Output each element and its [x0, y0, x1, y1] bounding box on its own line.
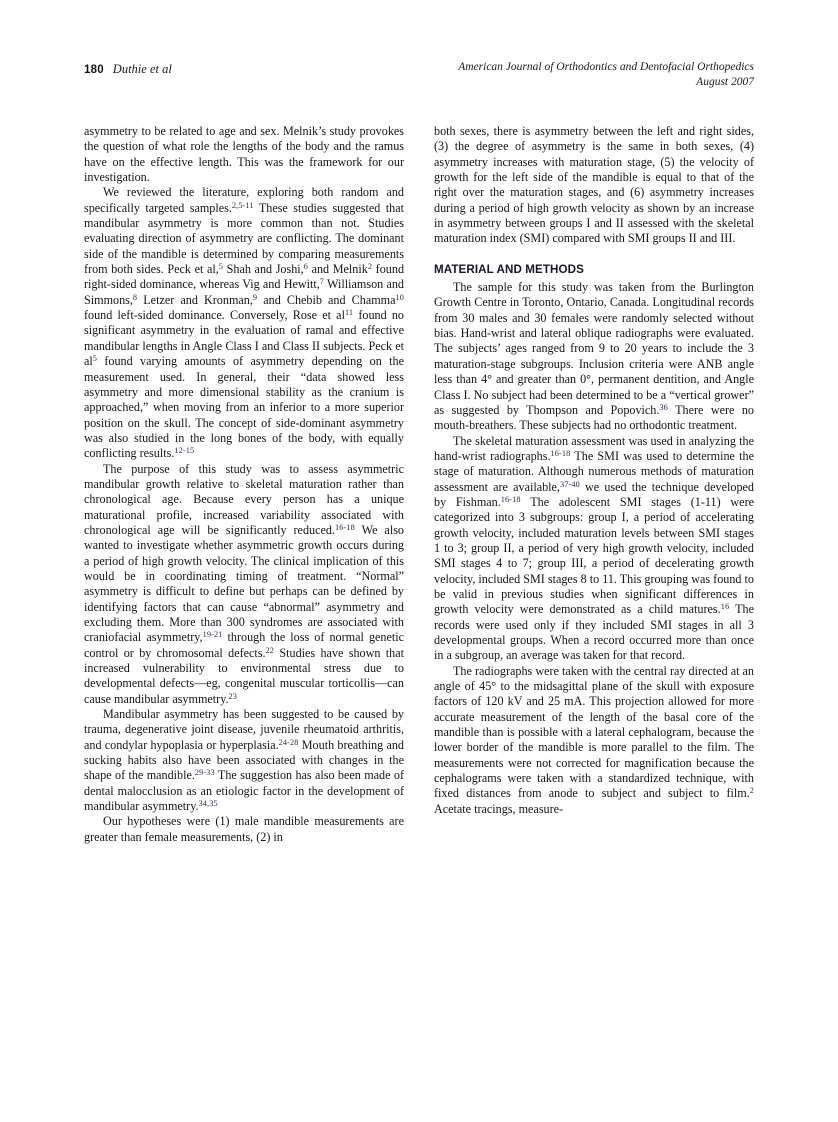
reference-superscript[interactable]: 6 [303, 262, 308, 272]
running-header [84, 60, 754, 100]
right-column-body-top [434, 124, 754, 247]
reference-superscript[interactable]: 9 [252, 292, 258, 302]
right-text-column [434, 124, 754, 817]
paragraph: both sexes, there is asymmetry between the left and right sides, (3) the degree of asymmetry is the same in both sexes, (4) asymmetry increases with maturation stage, (5) the velocity of growth for the left side of the mandible is equal to that of the right over the maturation stages, and (6) asymmetry increases during a period of high growth velocity as shown by an increase in asymmetry between groups I and II assessed with the skeletal maturation index (SMI) compared with SMI groups II and III. [434, 124, 754, 246]
paragraph: The radiographs were taken with the central ray directed at an angle of 45° to the midsagittal plane of the skull with exposure factors of 120 kV and 25 mA. This projection allowed for more accurate measurement of the length of the basal core of the mandible than is possible with a lateral cephalogram, because the lower border of the mandible is more parallel to the film. The measurements were not corrected for magnification because the cephalograms were taken with a standardized technique, with fixed distances from anode to subject and subject to film.$^2$ Acetate tracings, measure- [434, 663, 754, 816]
running-header-left [84, 60, 172, 78]
paragraph: The skeletal maturation assessment was used in analyzing the hand-wrist radiographs.$^{16-18}$ The SMI was used to determine the stage of maturation. Although numerous methods of maturation assessment are available,$^{37-40}$ we used the technique developed by Fishman.$^{16-18}$ The adolescent SMI stages (1-11) were categorized into 3 subgroups: group I, a period of accelerating growth velocity, included maturation levels between SMI stages 1 to 3; group II, a period of very high growth velocity, included SMI stages 4 to 7; group III, a period of decelerating growth velocity, included SMI stages 8 to 11. This grouping was found to be valid in previous studies when significant differences in growth velocity were demonstrated as a child matures.$^{16}$ The records were used only if they included SMI stages in all 3 developmental groups. When a record occurred more than once in a subgroup, an average was taken for that record. [434, 433, 754, 663]
reference-superscript[interactable]: 34,35 [198, 799, 218, 809]
paragraph: asymmetry to be related to age and sex. Melnik’s study provokes the question of what role the lengths of the body and the ramus have on the effective length. This was the framework for our investigation. [84, 124, 404, 185]
reference-superscript[interactable]: 23 [228, 691, 238, 701]
reference-superscript[interactable]: 5 [218, 262, 224, 272]
reference-superscript[interactable]: 11 [344, 308, 354, 318]
issue-date: August 2007 [696, 76, 754, 88]
running-header-right [458, 60, 754, 90]
running-header-authors: Duthie et al [112, 62, 172, 76]
reference-superscript[interactable]: 16-18 [334, 523, 355, 533]
section-heading-material-and-methods: MATERIAL AND METHODS [434, 262, 584, 276]
reference-superscript[interactable]: 16-18 [500, 495, 521, 505]
reference-superscript[interactable]: 12-15 [174, 446, 195, 456]
right-column-body-bottom [434, 280, 754, 817]
reference-superscript[interactable]: 22 [265, 645, 275, 655]
journal-title: American Journal of Orthodontics and Dentofacial Orthopedics [458, 61, 754, 73]
reference-superscript[interactable]: 19-21 [202, 630, 223, 640]
reference-superscript[interactable]: 37-40 [559, 479, 580, 489]
left-text-column [84, 124, 404, 845]
reference-superscript[interactable]: 7 [319, 277, 325, 287]
reference-superscript[interactable]: 2 [749, 786, 754, 796]
paragraph: The sample for this study was taken from the Burlington Growth Centre in Toronto, Ontario, Canada. Longitudinal records from 30 males and 30 females were randomly selected without bias. Hand-wrist and lateral oblique radiographs were evaluated. The subjects’ ages ranged from 9 to 20 years to include the 3 maturation-stage subgroups. Inclusion criteria were ANB angle less than 4° and greater than 0°, permanent dentition, and Angle Class I. No subject had been determined to be a “vertical grower” as suggested by Thompson and Popovich.$^{36}$ There were no mouth-breathers. These subjects had no orthodontic treatment. [434, 280, 754, 433]
reference-superscript[interactable]: 10 [395, 292, 404, 302]
paragraph: The purpose of this study was to assess asymmetric mandibular growth relative to skeletal maturation rather than chronological age. Because every person has a unique maturational profile, increased variability associated with chronological age will be significantly reduced.$^{16-18}$ We also wanted to investigate whether asymmetric growth occurs during a period of high growth velocity. The clinical implication of this would be in coordinating timing of treatment. “Normal” asymmetry is difficult to define but perhaps can be defined by identifying factors that can cause “abnormal” asymmetry and excluding them. More than 300 syndromes are associated with craniofacial asymmetry,$^{19-21}$ through the loss of normal genetic control or by chromosomal defects.$^{22}$ Studies have shown that increased vulnerability to environmental stress due to developmental defects—eg, congenital muscular torticollis—can cause mandibular asymmetry.$^{23}$ [84, 461, 405, 706]
reference-superscript[interactable]: 8 [132, 292, 138, 302]
paragraph: Our hypotheses were (1) male mandible measurements are greater than female measurements, (2) in [84, 814, 404, 844]
left-column-body [84, 124, 404, 845]
reference-superscript[interactable]: 16-18 [550, 449, 571, 459]
reference-superscript[interactable]: 16 [720, 602, 730, 612]
page-number: 180 [84, 64, 104, 76]
reference-superscript[interactable]: 2,5-11 [231, 200, 254, 210]
reference-superscript[interactable]: 5 [92, 354, 98, 364]
paragraph: We reviewed the literature, exploring both random and specifically targeted samples.$^{2,5-11}$ These studies suggested that mandibular asymmetry is more common than not. Studies evaluating direction of asymmetry are conflicting. The dominant side of the mandible is determined by comparing measurements from both sides. Peck et al,$^5$ Shah and Joshi,$^6$ and Melnik$^2$ found right-sided dominance, whereas Vig and Hewitt,$^7$ Williamson and Simmons,$^8$ Letzer and Kronman,$^9$ and Chebib and Chamma$^{10}$ found left-sided dominance. Conversely, Rose et al$^{11}$ found no significant asymmetry in the evaluation of ramal and effective mandibular lengths in Angle Class I and Class II subjects. Peck et al$^5$ found varying amounts of asymmetry depending on the measurement used. In general, their “data showed less asymmetry and more dimensional stability as the cranium is approached,” when moving from an inferior to a more superior position on the skull. The concept of side-dominant asymmetry was also studied in the long bones of the body, with equally conflicting results.$^{12-15}$ [84, 185, 405, 461]
reference-superscript[interactable]: 36 [659, 403, 668, 413]
reference-superscript[interactable]: 24-28 [278, 737, 299, 747]
paragraph: Mandibular asymmetry has been suggested to be caused by trauma, degenerative joint disease, juvenile rheumatoid arthritis, and condylar hypoplasia or hyperplasia.$^{24-28}$ Mouth breathing and sucking habits also have been associated with changes in the shape of the mandible.$^{29-33}$ The suggestion has also been made of dental malocclusion as an etiologic factor in the development of mandibular asymmetry.$^{34,35}$ [84, 707, 404, 814]
reference-superscript[interactable]: 2 [367, 262, 373, 272]
reference-superscript[interactable]: 29-33 [194, 768, 215, 778]
